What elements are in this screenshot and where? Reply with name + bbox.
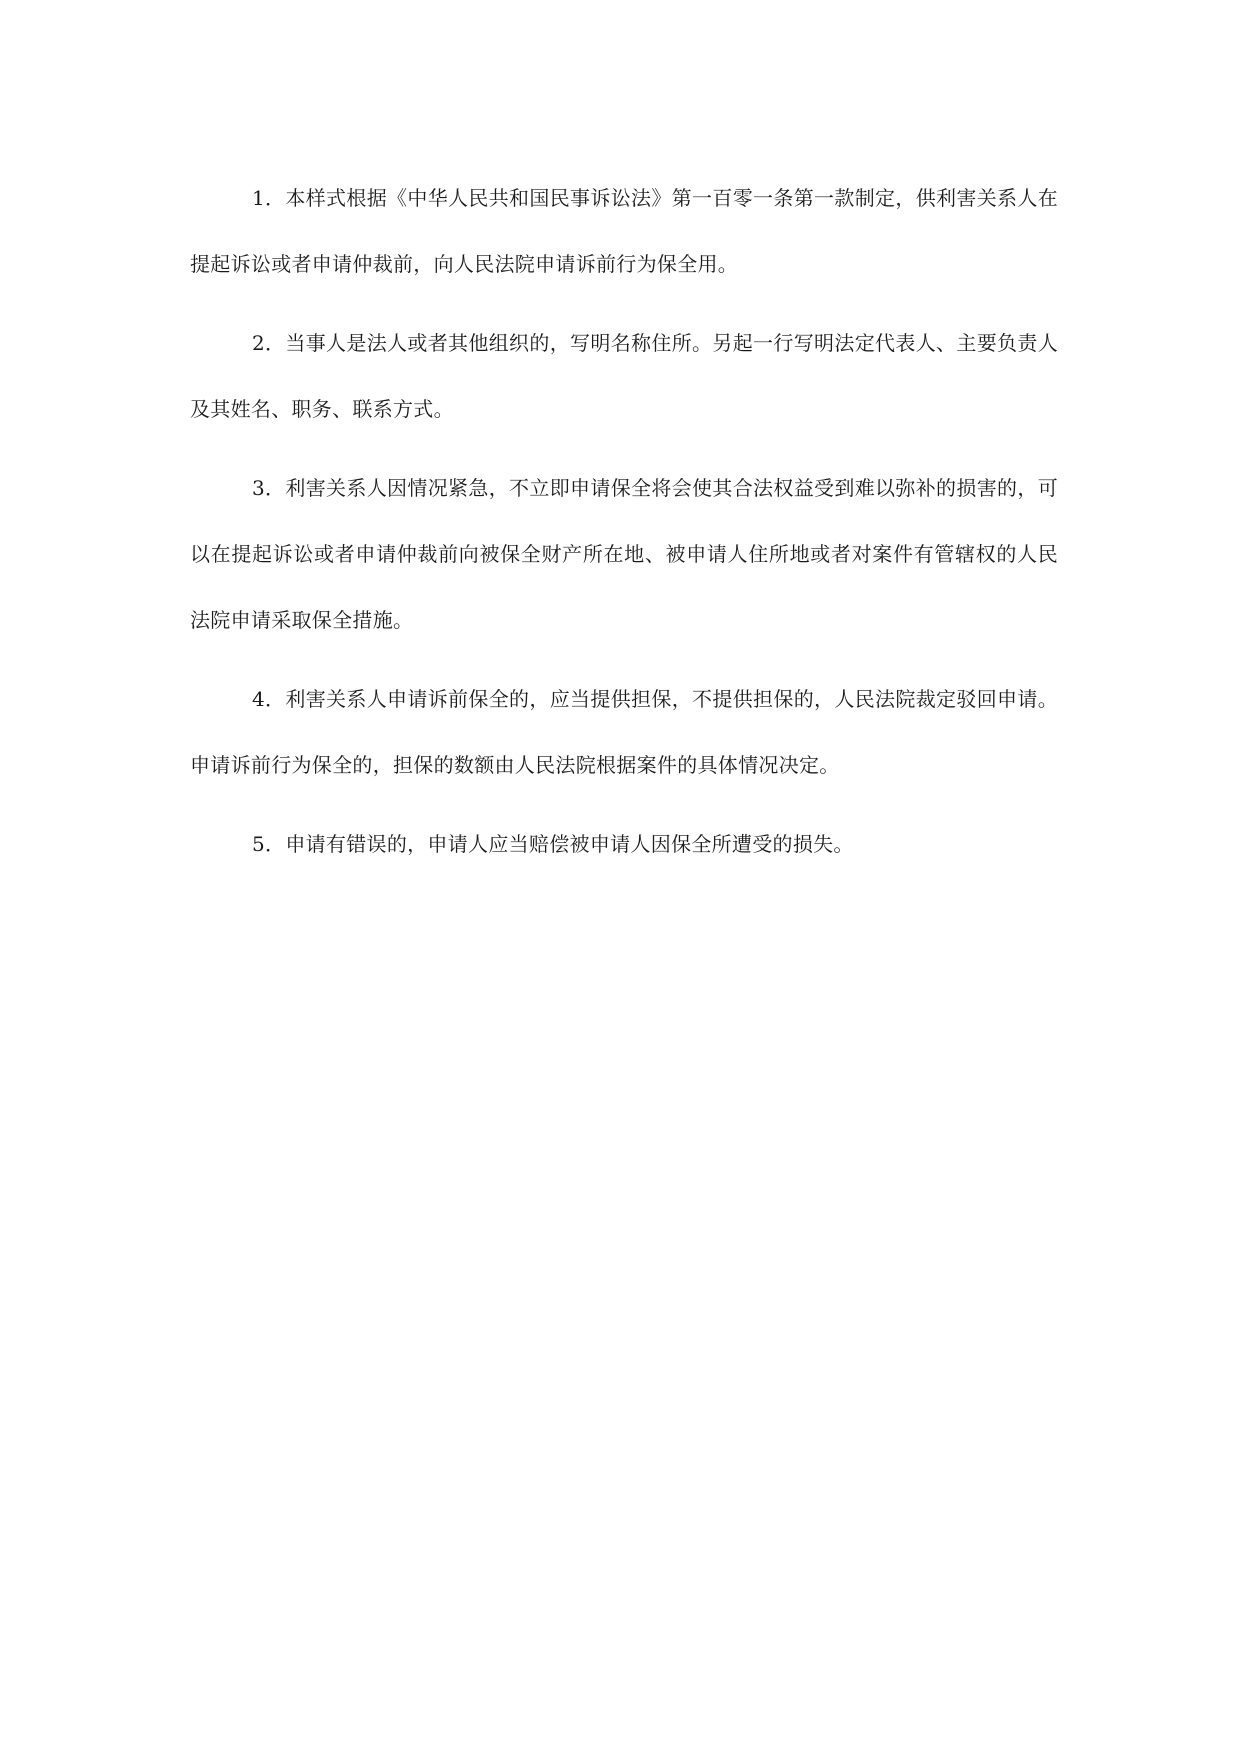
note-3: 3．利害关系人因情况紧急，不立即申请保全将会使其合法权益受到难以弥补的损害的，可以在提起诉讼或者申请仲裁前向被保全财产所在地、被申请人住所地或者对案件有管辖权的人民法院申请采取保全措施。 [190,476,1058,632]
note-4: 4．利害关系人申请诉前保全的，应当提供担保，不提供担保的，人民法院裁定驳回申请。申请诉前行为保全的，担保的数额由人民法院根据案件的具体情况决定。 [190,687,1058,777]
note-1: 1．本样式根据《中华人民共和国民事诉讼法》第一百零一条第一款制定，供利害关系人在提起诉讼或者申请仲裁前，向人民法院申请诉前行为保全用。 [190,186,1058,276]
notes-section [190,165,1058,890]
note-5: 5．申请有错误的，申请人应当赔偿被申请人因保全所遭受的损失。 [252,832,854,856]
note-2: 2．当事人是法人或者其他组织的，写明名称住所。另起一行写明法定代表人、主要负责人及其姓名、职务、联系方式。 [190,331,1058,421]
